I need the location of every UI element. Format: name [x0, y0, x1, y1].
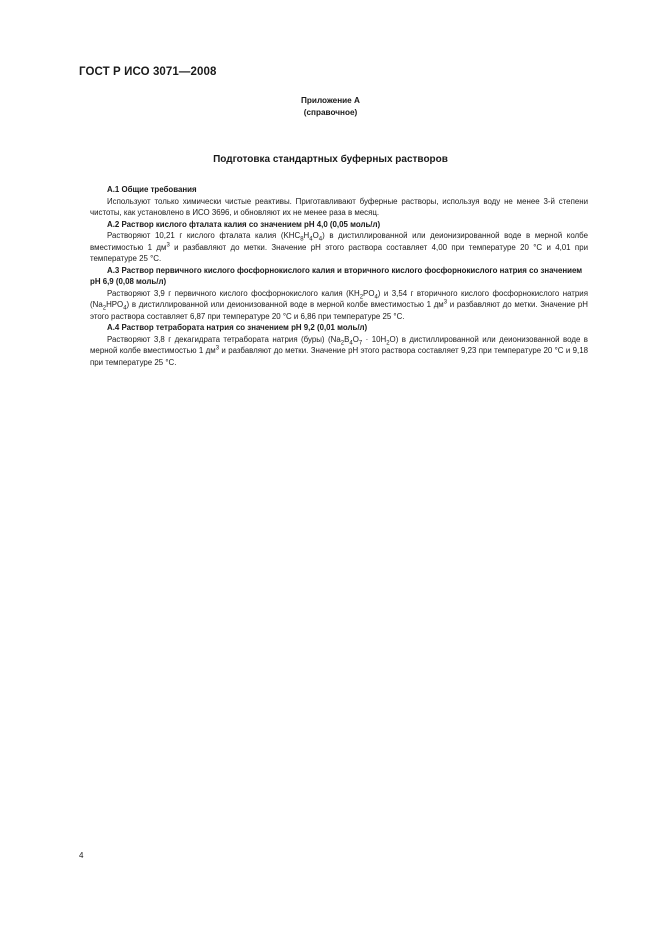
section-heading-a1: А.1 Общие требования — [107, 185, 197, 194]
unit-superscript: 3 — [443, 299, 448, 306]
unit-superscript: 3 — [166, 241, 170, 248]
section-text-a1: Используют только химически чистые реактивы. Приготавливают буферные растворы, используя воду не менее 3-й степени чистоты, как установлено в ИСО 3696, и обновляют их не менее раза в месяц. — [90, 196, 588, 217]
annex-heading — [0, 95, 661, 119]
text-part: и разбавляют до метки. Значение pH этого раствора составляет 6,87 при температуре 20 °С и 6,86 при температуре 25 °С. — [90, 300, 588, 321]
text-part: Растворяют 3,8 г декагидрата тетрабората натрия (буры) ( — [107, 334, 331, 344]
text-part: Растворяют 10,21 г кислого фталата калия ( — [107, 231, 284, 240]
document-body — [90, 184, 588, 368]
section-heading-a3: А.3 Раствор первичного кислого фосфорнокислого калия и вторичного кислого фосфорнокислого натрия со значением pH 6,9 (0,08 моль/л) — [90, 265, 583, 286]
text-part: ) в дистиллированной или деионизированной воде в мерной колбе вместимостью 1 дм — [90, 231, 588, 252]
document-header: ГОСТ Р ИСО 3071—2008 — [79, 66, 217, 78]
section-text-a2 — [90, 230, 588, 265]
text-part: ) в дистиллированной или деионизованной воде в мерной колбе вместимостью 1 дм — [126, 300, 444, 309]
text-part: Растворяют 3,9 г первичного кислого фосфорнокислого калия ( — [107, 288, 349, 298]
annex-status: (справочное) — [303, 108, 358, 117]
unit-superscript: 3 — [215, 345, 220, 352]
section-text-a4 — [90, 334, 588, 369]
text-part: и разбавляют до метки. Значение pH этого раствора составляет 4,00 при температуре 20 °С и 4,01 при температуре 25 °С. — [90, 242, 589, 263]
text-part: ) в дистиллированной или деионизованной воде в мерной колбе вместимостью 1 дм — [90, 334, 588, 355]
section-heading-a2: А.2 Раствор кислого фталата калия со значением pH 4,0 (0,05 моль/л) — [107, 219, 381, 229]
chemical-formula: $Na_2B_4O_7 \cdot 10H_2O$ — [330, 334, 396, 347]
annex-title: Приложение А — [301, 96, 360, 105]
chemical-formula: $KH_2PO_4$ — [348, 288, 378, 301]
section-heading-a4: А.4 Раствор тетрабората натрия со значением pH 9,2 (0,01 моль/л) — [107, 323, 368, 332]
text-part: ) и 3,54 г вторичного кислого фосфорнокислого натрия ( — [90, 288, 588, 309]
chemical-formula: $Na_2HPO_4$ — [92, 300, 127, 312]
text-part: и разбавляют до метки. Значение pH этого раствора составляет 9,23 при температуре 20 °С и 9,18 при температуре 25 °С. — [90, 346, 588, 367]
section-text-a3 — [90, 288, 588, 323]
document-title: Подготовка стандартных буферных растворов — [213, 154, 448, 165]
page-number: 4 — [79, 851, 84, 860]
chemical-formula: $KHC_8H_4O_4$ — [283, 231, 323, 243]
